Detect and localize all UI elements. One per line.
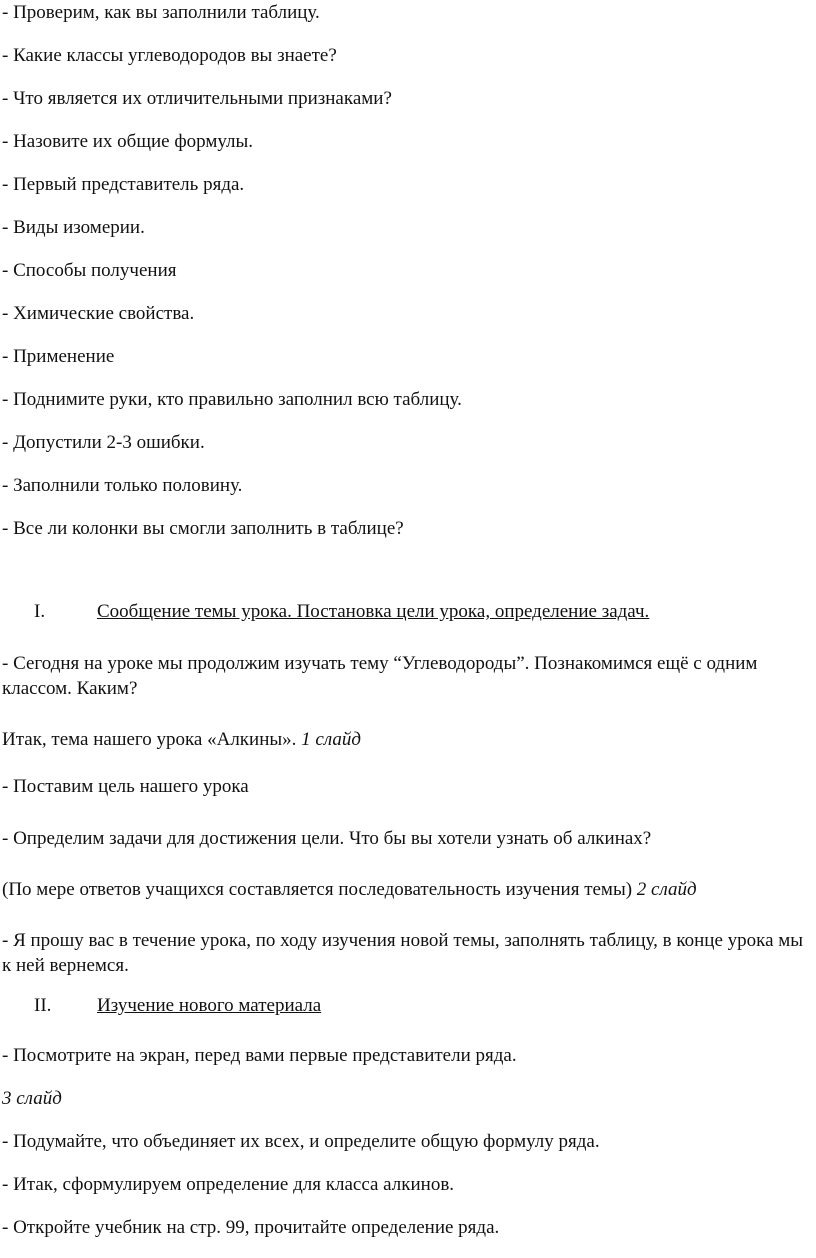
section2-heading: Изучение нового материала — [97, 995, 322, 1016]
slide-reference: 2 слайд — [636, 879, 697, 900]
slide-reference: 1 слайд — [301, 729, 361, 750]
question-line: - Виды изомерии. — [2, 217, 145, 238]
question-line: - Все ли колонки вы смогли заполнить в таблице? — [2, 518, 404, 539]
section1-paragraph: - Определим задачи для достижения цели. Что бы вы хотели узнать об алкинах? — [2, 828, 652, 849]
question-line: - Что является их отличительными признаками? — [2, 88, 392, 109]
section1-paragraph: - Я прошу вас в течение урока, по ходу изучения новой темы, заполнять таблицу, в конце урока мы к ней вернемся. — [2, 930, 804, 976]
question-line: - Какие классы углеводородов вы знаете? — [2, 45, 337, 66]
question-line: - Способы получения — [2, 260, 177, 281]
section2-number: II. — [34, 995, 52, 1016]
section1-sequence-line — [2, 879, 697, 901]
slide-reference: 3 слайд — [2, 1088, 62, 1109]
section1-paragraph: - Сегодня на уроке мы продолжим изучать тему “Углеводороды”. Познакомимся ещё с одним классом. Каким? — [2, 653, 758, 699]
section2-paragraph: - Посмотрите на экран, перед вами первые представители ряда. — [2, 1045, 517, 1066]
topic-text: Итак, тема нашего урока «Алкины». — [2, 729, 302, 750]
question-line: - Химические свойства. — [2, 303, 195, 324]
question-line: - Заполнили только половину. — [2, 475, 243, 496]
section1-number: I. — [34, 601, 46, 622]
question-line: - Проверим, как вы заполнили таблицу. — [2, 2, 320, 23]
sequence-text: (По мере ответов учащихся составляется последовательность изучения темы) — [2, 879, 637, 900]
question-line: - Допустили 2-3 ошибки. — [2, 432, 205, 453]
section1-paragraph: - Поставим цель нашего урока — [2, 776, 249, 797]
section2-paragraph: - Подумайте, что объединяет их всех, и определите общую формулу ряда. — [2, 1131, 600, 1152]
question-line: - Назовите их общие формулы. — [2, 131, 254, 152]
section2-paragraph: - Итак, сформулируем определение для класса алкинов. — [2, 1174, 455, 1195]
question-line: - Первый представитель ряда. — [2, 174, 245, 195]
section1-heading: Сообщение темы урока. Постановка цели урока, определение задач. — [97, 601, 650, 622]
section1-topic-line — [2, 729, 361, 751]
question-line: - Поднимите руки, кто правильно заполнил всю таблицу. — [2, 389, 462, 410]
question-line: - Применение — [2, 346, 115, 367]
section2-paragraph: - Откройте учебник на стр. 99, прочитайте определение ряда. — [2, 1217, 500, 1238]
